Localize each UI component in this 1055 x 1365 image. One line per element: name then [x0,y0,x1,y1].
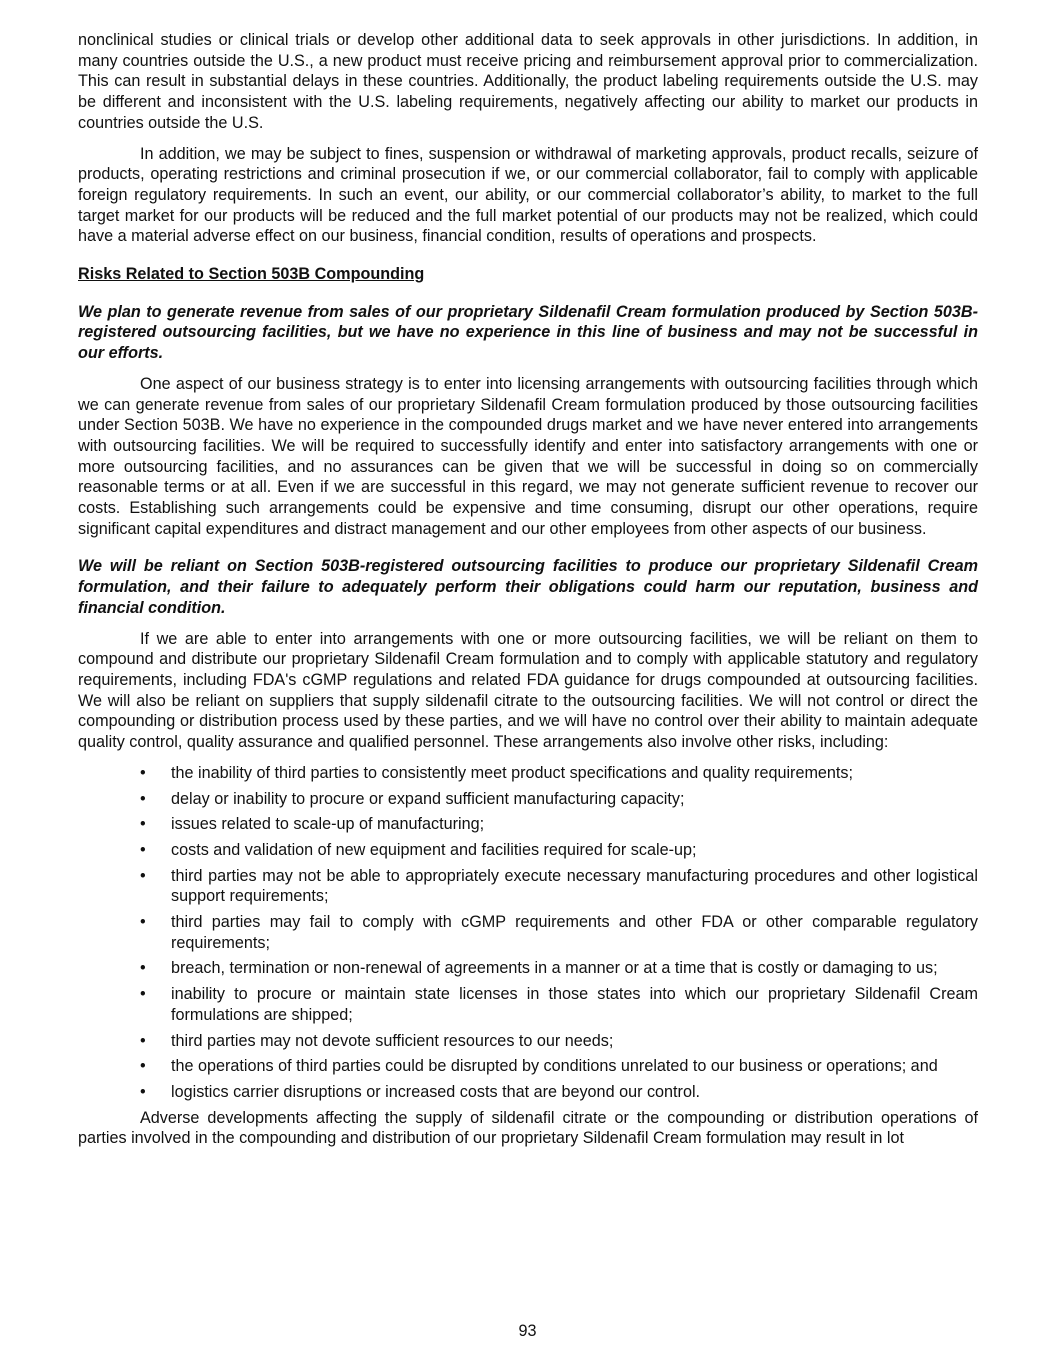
risk-bullet-list [78,763,978,1103]
list-item: • third parties may not devote sufficient resources to our needs; [140,1031,614,1050]
paragraph-foreign-approvals: nonclinical studies or clinical trials or develop other additional data to seek approvals in other jurisdictions. In addition, in many countries outside the U.S., a new product must receive pricing and reimbursement approval prior to commercialization. This can result in substantial delays in these countries. Additionally, the product labeling requirements outside the U.S. may be different and inconsistent with the U.S. labeling requirements, negatively affecting our ability to market our products in countries outside the U.S. [78,31,978,132]
bullet-icon: • [140,815,146,834]
paragraph-adverse-developments: Adverse developments affecting the supply of sildenafil citrate or the compounding or distribution operations of parties involved in the compounding and distribution of our proprietary Sildenafil Cream formulation may result in lot [78,1108,978,1148]
bullet-icon: • [140,985,146,1004]
list-item: • issues related to scale-up of manufacturing; [140,815,485,834]
risk-heading-revenue: We plan to generate revenue from sales of our proprietary Sildenafil Cream formulation produced by Section 503B-registered outsourcing facilities, but we have no experience in this line of business and may not be successful in our efforts. [78,302,978,363]
list-item: • third parties may not be able to appropriately execute necessary manufacturing procedures and other logistical support requirements; [140,866,978,906]
bullet-icon: • [140,1082,146,1101]
risk-heading-reliance: We will be reliant on Section 503B-registered outsourcing facilities to produce our proprietary Sildenafil Cream formulation, and their failure to adequately perform their obligations could harm our reputation, business and financial condition. [78,557,978,617]
page-number: 93 [518,1322,537,1340]
list-item: • the inability of third parties to consistently meet product specifications and quality requirements; [140,763,854,782]
list-item: • inability to procure or maintain state licenses in those states into which our proprietary Sildenafil Cream formulations are shipped; [140,985,978,1024]
paragraph-outsourcing-reliance: If we are able to enter into arrangements with one or more outsourcing facilities, we will be reliant on them to compound and distribute our proprietary Sildenafil Cream formulation and to comply with applicable statutory and regulatory requirements, including FDA's cGMP regulations and related FDA guidance for drugs compounded at outsourcing facilities. We will also be reliant on suppliers that supply sildenafil citrate to the outsourcing facilities. We will not control or direct the compounding or distribution process used by these parties, and we will have no control over their ability to maintain adequate quality control, quality assurance and qualified personnel. These arrangements also involve other risks, including: [78,629,978,752]
list-item: • breach, termination or non-renewal of agreements in a manner or at a time that is costly or damaging to us; [140,959,938,978]
bullet-icon: • [140,763,146,782]
list-item: • the operations of third parties could be disrupted by conditions unrelated to our business or operations; and [140,1057,938,1076]
paragraph-business-strategy: One aspect of our business strategy is to enter into licensing arrangements with outsourcing facilities through which we can generate revenue from sales of our proprietary Sildenafil Cream formulation produced by those outsourcing facilities under Section 503B. We have no experience in the compounded drugs market and we have never entered into arrangements with outsourcing facilities. We will be required to successfully identify and enter into satisfactory arrangements with one or more outsourcing facilities, and no assurances can be given that we will be successful in doing so on commercially reasonable terms or at all. Even if we are successful in this regard, we may not generate sufficient revenue to recover our costs. Establishing such arrangements could be expensive and time consuming, disrupt our other operations, require significant capital expenditures and distract management and our other employees from other aspects of our business. [78,374,978,538]
list-item: • third parties may fail to comply with cGMP requirements and other FDA or other comparable regulatory requirements; [140,913,978,952]
bullet-icon: • [140,959,146,978]
document-page [78,30,978,1149]
bullet-icon: • [140,1031,146,1050]
bullet-icon: • [140,866,146,885]
bullet-icon: • [140,840,146,859]
section-heading: Risks Related to Section 503B Compounding [78,265,425,284]
list-item: • delay or inability to procure or expand sufficient manufacturing capacity; [140,789,685,808]
list-item: • logistics carrier disruptions or increased costs that are beyond our control. [140,1082,701,1101]
bullet-icon: • [140,1057,146,1076]
paragraph-fines-penalties: In addition, we may be subject to fines, suspension or withdrawal of marketing approvals, product recalls, seizure of products, operating restrictions and criminal prosecution if we, or our commercial collaborator, fail to comply with applicable foreign regulatory requirements. In such an event, our ability, or our commercial collaborator’s ability, to market to the full target market for our products will be reduced and the full market potential of our products may not be realized, which could have a material adverse effect on our business, financial condition, results of operations and prospects. [78,144,978,246]
bullet-icon: • [140,789,146,808]
bullet-icon: • [140,913,146,932]
list-item: • costs and validation of new equipment and facilities required for scale-up; [140,840,697,859]
